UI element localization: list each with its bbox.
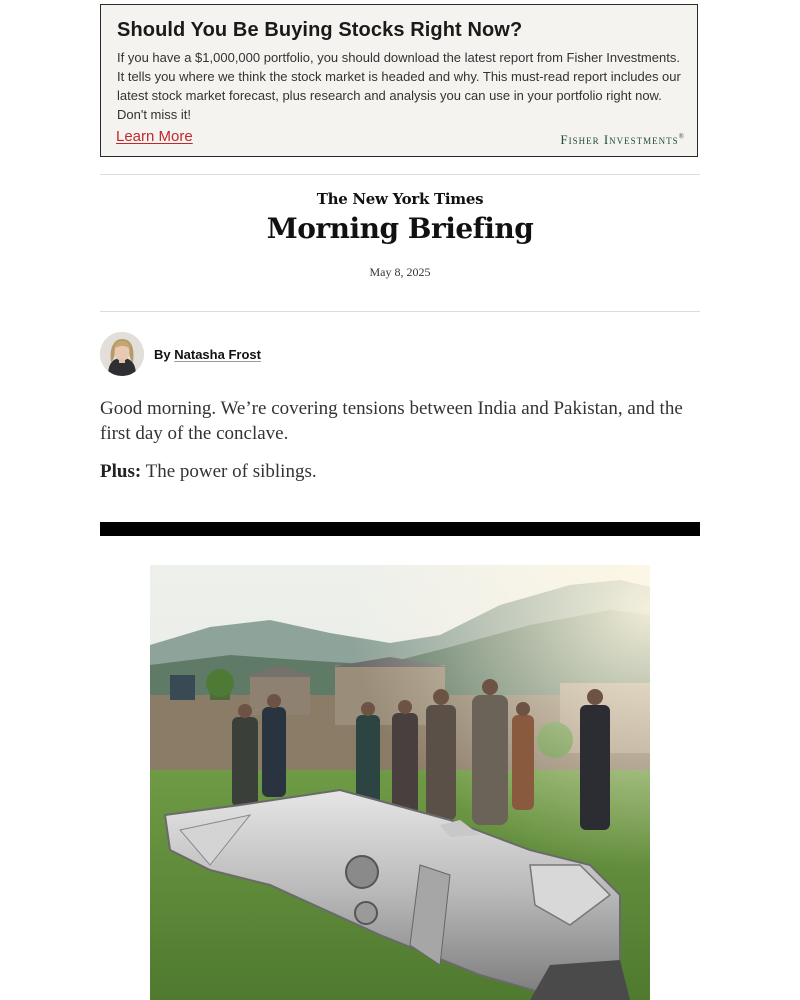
author-portrait-icon	[100, 332, 144, 376]
avatar[interactable]	[100, 332, 144, 376]
section-divider-bar	[100, 522, 700, 536]
ad-brand-name: Fisher Investments	[560, 132, 679, 147]
author-link[interactable]: Natasha Frost	[174, 347, 261, 362]
byline	[154, 347, 261, 362]
missile-debris-photo-icon	[150, 565, 650, 1000]
ad-headline[interactable]: Should You Be Buying Stocks Right Now?	[117, 19, 523, 41]
newsletter-title: Morning Briefing	[266, 212, 534, 245]
lead-photo[interactable]	[150, 565, 650, 1000]
top-divider	[100, 174, 700, 175]
learn-more-link[interactable]: Learn More	[116, 128, 193, 145]
ad-brand-mark: ®	[678, 132, 685, 141]
plus-paragraph	[100, 461, 317, 483]
nyt-logo[interactable]: The New York Times	[316, 190, 484, 208]
header-divider	[100, 311, 700, 312]
intro-paragraph: Good morning. We’re covering tensions between India and Pakistan, and the first day of the conclave.	[100, 398, 683, 444]
issue-date: May 8, 2025	[369, 265, 431, 279]
fisher-ad-banner[interactable]	[100, 4, 698, 157]
plus-text: The power of siblings.	[145, 461, 317, 482]
byline-prefix: By	[154, 347, 171, 362]
ad-body-text: If you have a $1,000,000 portfolio, you should download the latest report from Fisher Investments. It tells you where we think the stock market is headed and why. This must-read report includes our latest stock market forecast, plus research and analysis you can use in your portfolio right now. Don't miss it!	[117, 50, 681, 122]
ad-brand-logo	[560, 132, 685, 148]
plus-label: Plus:	[100, 461, 142, 482]
